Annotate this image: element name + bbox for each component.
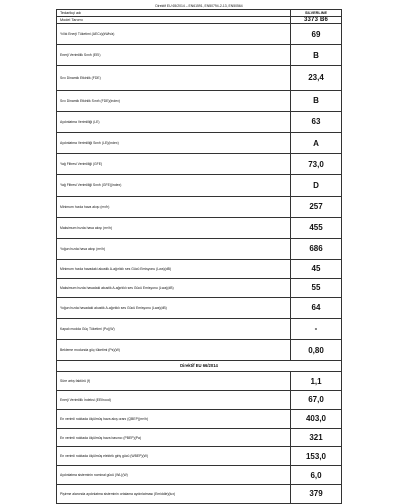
row-value: 23,4	[291, 66, 342, 90]
section-title: Direktif EU 66/2014	[57, 361, 342, 372]
row-value: -	[291, 318, 342, 339]
spec-table	[56, 9, 342, 504]
row-label: En verimli noktada ölçülmüş hava basıncı (PBEP)(Pa)	[57, 428, 291, 447]
table-row	[57, 485, 342, 504]
table-row	[57, 24, 342, 45]
row-value: 321	[291, 428, 342, 447]
row-value: 63	[291, 111, 342, 132]
supplier-name: SILVERLINE	[291, 10, 342, 17]
row-label: Yoğun hızda hava akışı (m³/h)	[57, 238, 291, 259]
table-row	[57, 217, 342, 238]
row-label: Süre artış faktörü (f)	[57, 372, 291, 391]
row-label: Minimum hızda hava akışı (m³/h)	[57, 196, 291, 217]
directive-65-rows	[57, 24, 342, 361]
table-row	[57, 297, 342, 318]
table-row	[57, 447, 342, 466]
row-value: B	[291, 90, 342, 111]
row-value: 0,80	[291, 340, 342, 361]
table-row	[57, 132, 342, 153]
table-row	[57, 90, 342, 111]
row-label: Sıvı Dinamik Etkinlik (FDE)	[57, 66, 291, 90]
table-row	[57, 278, 342, 297]
row-value: 55	[291, 278, 342, 297]
row-label: Maksimum hızda havadaki akustik A-ağırlıklı ses Gücü Emisyonu (Lwa)(dB)	[57, 278, 291, 297]
row-label: En verimli noktada ölçülmüş elektrik giriş gücü (WBEP)(W)	[57, 447, 291, 466]
row-label: Aydınlatma sisteminin nominal gücü (WL)(W)	[57, 466, 291, 485]
row-value: 64	[291, 297, 342, 318]
table-row	[57, 238, 342, 259]
row-label: Maksimum hızda hava akışı (m³/h)	[57, 217, 291, 238]
row-value: 45	[291, 260, 342, 279]
energy-label-sheet	[56, 3, 342, 504]
row-value: 455	[291, 217, 342, 238]
section-divider	[57, 361, 342, 372]
row-label: Tedarikçi adı	[57, 10, 291, 17]
table-row	[57, 466, 342, 485]
row-value: 1,1	[291, 372, 342, 391]
row-label: Pişirme alanında aydınlatma sisteminin ortalama aydınlatması (Emiddle)(lux)	[57, 485, 291, 504]
directive-header: Direktif EU 65/2014 – EN61591, EN50794-2-13, EN50564	[155, 4, 243, 8]
row-label: Yağ Filtresi Verimliliği Sınıfı (GFE)(index)	[57, 175, 291, 196]
row-label: Minimum hızda havadaki akustik A-ağırlıklı ses Gücü Emisyonu (Lwa)(dB)	[57, 260, 291, 279]
table-row	[57, 318, 342, 339]
row-label: En verimli noktada ölçülmüş hava akış oranı (QBEP)(m³/h)	[57, 409, 291, 428]
row-label: Bekleme modunda güç tüketimi (Ps)(W)	[57, 340, 291, 361]
table-row	[57, 340, 342, 361]
row-label: Aydınlatma Verimliliği (LE)	[57, 111, 291, 132]
row-label: Enerji Verimlilik Sınıfı (EEI)	[57, 45, 291, 66]
supplier-rows	[57, 10, 342, 24]
row-value: 257	[291, 196, 342, 217]
table-row	[57, 175, 342, 196]
row-label: Model Tanımı	[57, 17, 291, 24]
row-value: D	[291, 175, 342, 196]
row-label: Sıvı Dinamik Etkinlik Sınıfı (FDE)(index)	[57, 90, 291, 111]
row-value: 379	[291, 485, 342, 504]
row-label: Aydınlatma Verimliliği Sınıfı (LE)(index)	[57, 132, 291, 153]
row-label: Yıllık Enerji Tüketimi (AECc)(kWh/a)	[57, 24, 291, 45]
model-id: 3373 B6	[291, 17, 342, 24]
table-row	[57, 428, 342, 447]
row-value: A	[291, 132, 342, 153]
row-value: 153,0	[291, 447, 342, 466]
table-row	[57, 372, 342, 391]
table-row	[57, 10, 342, 17]
row-value: 6,0	[291, 466, 342, 485]
table-row	[57, 111, 342, 132]
directive-66-rows	[57, 372, 342, 504]
table-row	[57, 154, 342, 175]
row-label: Kapalı modda Güç Tüketimi (Po)(W)	[57, 318, 291, 339]
table-row	[57, 260, 342, 279]
table-row	[57, 45, 342, 66]
row-value: B	[291, 45, 342, 66]
table-row	[57, 409, 342, 428]
row-label: Enerji Verimlilik İndeksi (EEIhood)	[57, 391, 291, 410]
table-row	[57, 196, 342, 217]
row-value: 73,0	[291, 154, 342, 175]
row-value: 69	[291, 24, 342, 45]
row-value: 686	[291, 238, 342, 259]
table-row	[57, 17, 342, 24]
row-value: 67,0	[291, 391, 342, 410]
row-value: 403,0	[291, 409, 342, 428]
table-row	[57, 66, 342, 90]
row-label: Yoğun hızda havadaki akustik A-ağırlıklı ses Gücü Emisyonu (Lwa)(dB)	[57, 297, 291, 318]
row-label: Yağ Filtresi Verimliliği (GFE)	[57, 154, 291, 175]
